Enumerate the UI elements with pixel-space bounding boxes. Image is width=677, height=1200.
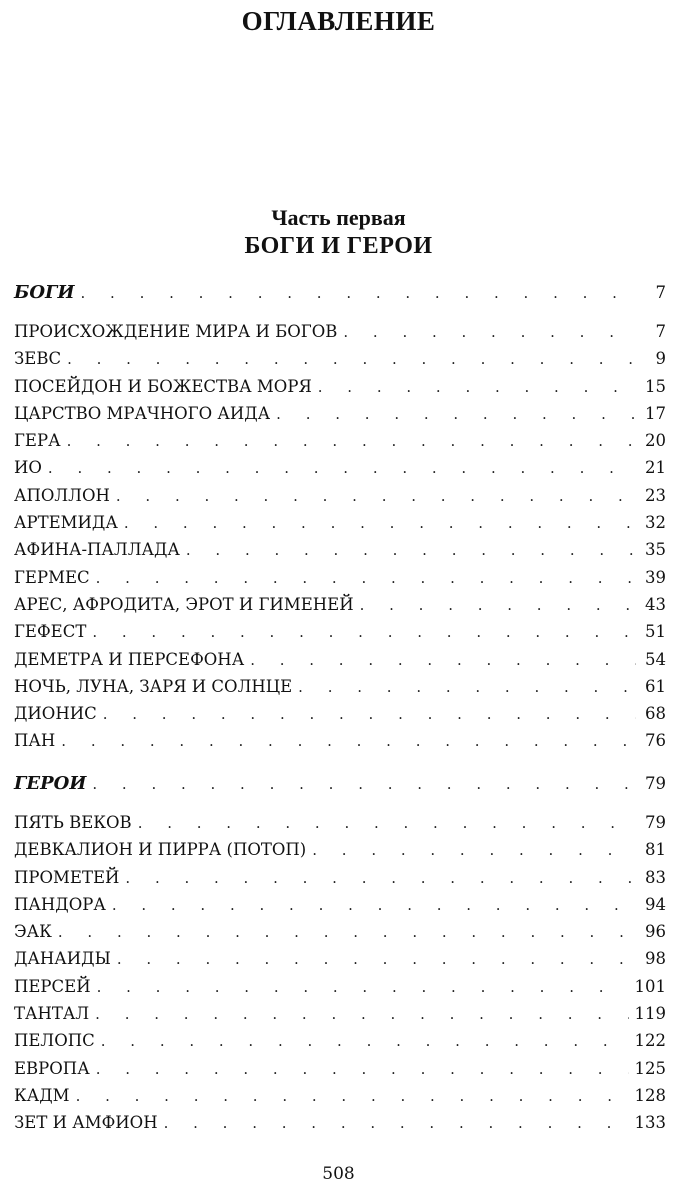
toc-entry[interactable] (14, 650, 666, 677)
toc-entry[interactable] (14, 895, 666, 922)
toc-entry[interactable] (14, 977, 666, 1004)
leader-dots (96, 1060, 629, 1078)
toc-page-number: 79 (645, 774, 666, 793)
toc-page-number: 51 (645, 622, 666, 642)
toc-entry[interactable] (14, 322, 666, 349)
toc-entry-label: ГЕРА (14, 431, 61, 451)
toc-entry-label: ДАНАИДЫ (14, 949, 111, 969)
leader-dots (138, 814, 636, 832)
toc-entry[interactable] (14, 949, 666, 976)
toc-entry-label: ПРОМЕТЕЙ (14, 867, 120, 887)
toc-entry-label: ДЕВКАЛИОН И ПИРРА (ПОТОП) (14, 840, 307, 860)
leader-dots (112, 896, 636, 914)
leader-dots (124, 514, 636, 532)
toc-page-number: 39 (645, 567, 666, 587)
toc-entry[interactable] (14, 595, 666, 622)
toc-entry-label: ПРОИСХОЖДЕНИЕ МИРА И БОГОВ (14, 322, 338, 341)
leader-dots (76, 1087, 629, 1105)
toc-page-number: 32 (645, 513, 666, 533)
leader-dots (164, 1114, 629, 1132)
leader-dots (103, 705, 636, 723)
toc-page-number: 101 (634, 976, 666, 996)
toc-entry[interactable] (14, 431, 666, 458)
toc-entry[interactable] (14, 1086, 666, 1113)
toc-entry[interactable] (14, 404, 666, 431)
toc-page-number: 7 (655, 322, 666, 341)
toc-entry-label: ДИОНИС (14, 704, 97, 724)
toc-entry-label: КАДМ (14, 1085, 70, 1105)
toc-page-number: 9 (655, 349, 666, 369)
toc-page-number: 21 (645, 458, 666, 478)
toc-entry[interactable] (14, 677, 666, 704)
leader-dots (312, 841, 636, 859)
toc-entry[interactable] (14, 868, 666, 895)
toc-entry[interactable] (14, 513, 666, 540)
toc-entry[interactable] (14, 1004, 666, 1031)
leader-dots (250, 651, 636, 669)
toc-page-number: 133 (634, 1113, 666, 1133)
toc-entry-label: ДЕМЕТРА И ПЕРСЕФОНА (14, 649, 245, 669)
toc-entry-label: ГЕРМЕС (14, 567, 90, 587)
leader-dots (92, 775, 636, 793)
toc-entry-label: ЕВРОПА (14, 1058, 90, 1078)
leader-dots (117, 950, 636, 968)
leader-dots (186, 541, 636, 559)
toc-entry[interactable] (14, 568, 666, 595)
toc-entry-label: ПАНДОРА (14, 894, 106, 914)
leader-dots (125, 869, 636, 887)
toc-section-heading[interactable] (14, 773, 666, 803)
toc-section-heroes (14, 773, 666, 1141)
leader-dots (298, 678, 636, 696)
leader-dots (101, 1032, 629, 1050)
toc-entry-label: НОЧЬ, ЛУНА, ЗАРЯ И СОЛНЦЕ (14, 676, 293, 696)
toc-entry[interactable] (14, 1031, 666, 1058)
page-number: 508 (322, 1164, 355, 1184)
toc-entry-label: АФИНА-ПАЛЛАДА (14, 540, 180, 560)
toc-entry-label: ЭАК (14, 922, 52, 942)
leader-dots (97, 978, 629, 996)
toc-page-number: 17 (645, 403, 666, 423)
toc-page-number: 7 (655, 283, 666, 302)
leader-dots (343, 323, 636, 341)
toc-heading-label: БОГИ (14, 282, 75, 303)
toc-page-number: 98 (645, 949, 666, 969)
toc-page-number: 15 (645, 376, 666, 396)
toc-heading-label: ГЕРОИ (14, 773, 87, 794)
toc-entry-label: ПОСЕЙДОН И БОЖЕСТВА МОРЯ (14, 376, 312, 396)
toc-entry-label: ИО (14, 458, 42, 478)
toc-page-number: 96 (645, 922, 666, 942)
toc-entry-label: АРЕС, АФРОДИТА, ЭРОТ И ГИМЕНЕЙ (14, 594, 354, 614)
leader-dots (61, 732, 636, 750)
leader-dots (92, 623, 636, 641)
leader-dots (67, 350, 636, 368)
toc-page-number: 76 (645, 731, 666, 751)
leader-dots (58, 923, 636, 941)
toc-page-number: 54 (645, 649, 666, 669)
toc-entry[interactable] (14, 458, 666, 485)
toc-entry[interactable] (14, 813, 666, 840)
part-title: БОГИ И ГЕРОИ (244, 233, 433, 259)
toc-entry[interactable] (14, 1059, 666, 1086)
toc-entry[interactable] (14, 840, 666, 867)
toc-entry[interactable] (14, 731, 666, 758)
toc-page-number: 83 (645, 867, 666, 887)
toc-page-number: 122 (634, 1031, 666, 1051)
toc-page-number: 61 (645, 676, 666, 696)
page-title: ОГЛАВЛЕНИЕ (241, 6, 436, 36)
toc-entry-label: ТАНТАЛ (14, 1004, 90, 1024)
leader-dots (116, 487, 636, 505)
toc-page-number: 68 (645, 704, 666, 724)
leader-dots (360, 596, 636, 614)
toc-page-number: 20 (645, 431, 666, 451)
leader-dots (96, 569, 636, 587)
leader-dots (67, 432, 636, 450)
toc-page-number: 94 (645, 894, 666, 914)
toc-entry[interactable] (14, 704, 666, 731)
toc-page-number: 35 (645, 540, 666, 560)
toc-page-number: 125 (634, 1058, 666, 1078)
toc-entry-label: ЗЕТ И АМФИОН (14, 1113, 158, 1133)
toc-entry[interactable] (14, 1113, 666, 1140)
toc-page-number: 119 (634, 1004, 666, 1024)
toc-entry[interactable] (14, 922, 666, 949)
toc-page-number: 128 (634, 1085, 666, 1105)
toc-section-gods (14, 282, 666, 759)
toc-entry-label: ГЕФЕСТ (14, 622, 87, 642)
toc-entry-label: ЗЕВС (14, 349, 62, 369)
toc-page-number: 79 (645, 813, 666, 832)
toc-entry-label: АРТЕМИДА (14, 513, 118, 533)
leader-dots (318, 378, 636, 396)
toc-entry[interactable] (14, 377, 666, 404)
leader-dots (48, 459, 636, 477)
toc-entry[interactable] (14, 622, 666, 649)
toc-entry-label: АПОЛЛОН (14, 485, 110, 505)
toc-page-number: 23 (645, 485, 666, 505)
leader-dots (276, 405, 636, 423)
toc-entry-label: ПАН (14, 731, 56, 751)
toc-entry[interactable] (14, 540, 666, 567)
toc-page-number: 81 (645, 840, 666, 860)
toc-section-heading[interactable] (14, 282, 666, 312)
toc-entry[interactable] (14, 486, 666, 513)
part-heading (0, 205, 677, 261)
leader-dots (81, 284, 637, 302)
toc-entry-label: ПЕЛОПС (14, 1031, 95, 1051)
part-label: Часть первая (271, 205, 406, 230)
toc-entry-label: ЦАРСТВО МРАЧНОГО АИДА (14, 403, 271, 423)
toc-page-number: 43 (645, 594, 666, 614)
toc-entry-label: ПЕРСЕЙ (14, 976, 91, 996)
toc-entry-label: ПЯТЬ ВЕКОВ (14, 813, 132, 832)
toc-entry[interactable] (14, 349, 666, 376)
leader-dots (95, 1005, 628, 1023)
